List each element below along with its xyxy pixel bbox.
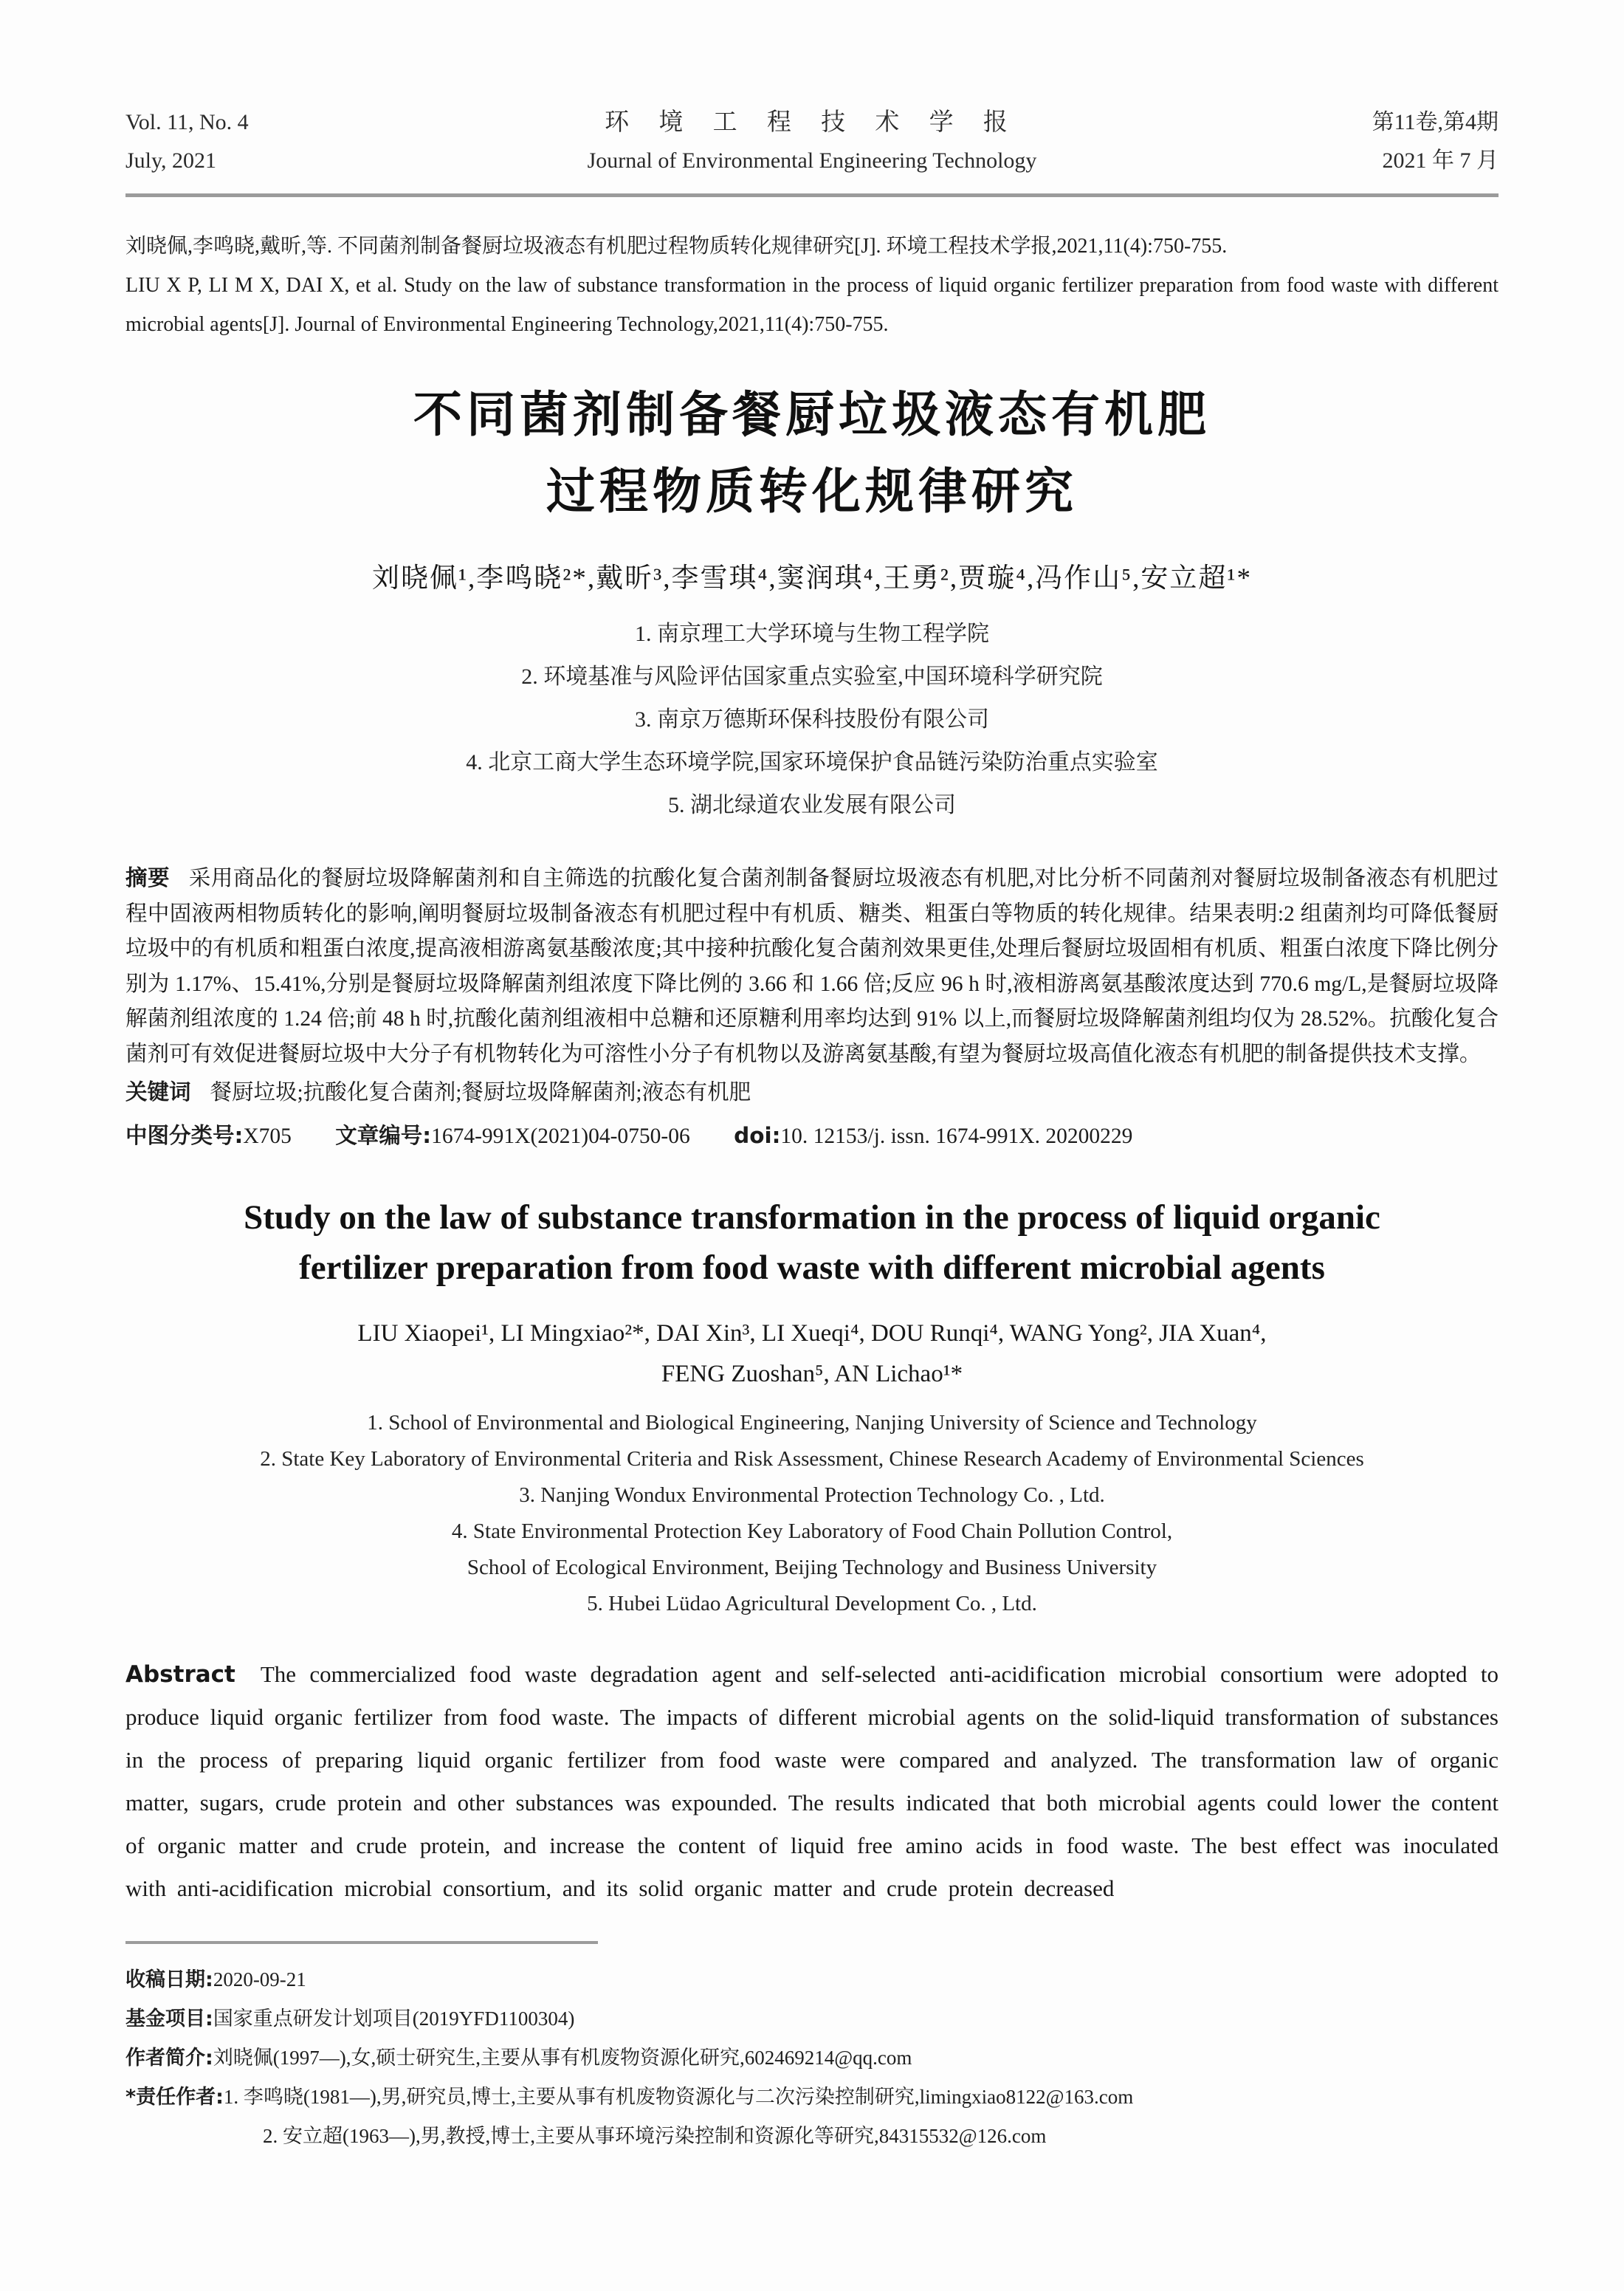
affiliation-en-2: 2. State Key Laboratory of Environmental Criteria and Risk Assessment, Chinese Research Academy of Environmental Sciences	[260, 1447, 1364, 1471]
citation-block	[125, 227, 1499, 344]
article-id-segment	[335, 1124, 690, 1148]
clc-value: X705	[243, 1124, 292, 1148]
keywords-zh	[125, 1075, 1499, 1111]
citation-zh: 刘晓佩,李鸣晓,戴昕,等. 不同菌剂制备餐厨垃圾液态有机肥过程物质转化规律研究[J]. 环境工程技术学报,2021,11(4):750-755.	[125, 235, 1228, 258]
footnote-corresponding-author-2-text: 2. 安立超(1963—),男,教授,博士,主要从事环境污染控制和资源化等研究,84315532@126.com	[263, 2125, 1047, 2147]
volume-issue-zh: 第11卷,第4期	[1372, 110, 1499, 134]
article-id-label: 文章编号:	[335, 1122, 432, 1148]
footnote-corresponding-author-1-text: 1. 李鸣晓(1981—),男,研究员,博士,主要从事有机废物资源化与二次污染控制研究,limingxiao8122@163.com	[223, 2086, 1134, 2108]
abstract-en-label: Abstract	[125, 1661, 235, 1688]
footnote-corresponding-author-1	[125, 2078, 1499, 2117]
footnote-received-date-text: 2020-09-21	[213, 1968, 306, 1991]
volume-number: Vol. 11, No. 4	[125, 110, 249, 134]
article-title-en	[125, 1192, 1499, 1293]
doi-label: doi:	[734, 1122, 781, 1148]
abstract-en-text: The commercialized food waste degradation agent and self-selected anti-acidification microbial consortium were adopted to produce liquid organic fertilizer from food waste. The impacts of different microbial agents on the solid-liquid transformation of substances in the process of preparing liquid organic fertilizer from food waste were compared and analyzed. The transformation law of organic matter, sugars, crude protein and other substances was expounded. The results indicated that both microbial agents could lower the content of organic matter and crude protein, and increase the content of liquid free amino acids in food waste. The best effect was inoculated with anti-acidification microbial consortium, and its solid organic matter and crude protein decreased	[125, 1661, 1499, 1901]
clc-segment	[125, 1124, 292, 1148]
footnote-funding	[125, 1999, 1499, 2038]
authors-en	[125, 1313, 1499, 1395]
affiliation-en-1: 1. School of Environmental and Biological Engineering, Nanjing University of Science and Technology	[367, 1411, 1257, 1435]
authors-en-line1: LIU Xiaopei¹, LI Mingxiao²*, DAI Xin³, LI Xueqi⁴, DOU Runqi⁴, WANG Yong², JIA Xuan⁴,	[357, 1320, 1267, 1347]
footnote-author-bio-label: 作者简介:	[125, 2047, 213, 2070]
journal-name-en: Journal of Environmental Engineering Technology	[587, 148, 1037, 173]
header-issue-block	[1255, 103, 1499, 180]
abstract-zh	[125, 861, 1499, 1072]
journal-name-zh: 环 境 工 程 技 术 学 报	[605, 109, 1019, 136]
article-title-zh	[125, 377, 1499, 530]
article-title-en-line1: Study on the law of substance transformation in the process of liquid organic	[244, 1198, 1380, 1237]
abstract-zh-text: 采用商品化的餐厨垃圾降解菌剂和自主筛选的抗酸化复合菌剂制备餐厨垃圾液态有机肥,对比分析不同菌剂对餐厨垃圾制备液态有机肥过程中固液两相物质转化的影响,阐明餐厨垃圾制备液态有机肥过程中有机质、糖类、粗蛋白等物质的转化规律。结果表明:2 组菌剂均可降低餐厨垃圾中的有机质和粗蛋白浓度,提高液相游离氨基酸浓度;其中接种抗酸化复合菌剂效果更佳,处理后餐厨垃圾固相有机质、粗蛋白浓度下降比例分别为 1.17%、15.41%,分别是餐厨垃圾降解菌剂组浓度下降比例的 3.66 和 1.66 倍;反应 96 h 时,液相游离氨基酸浓度达到 770.6 mg/L,是餐厨垃圾降解菌剂组浓度的 1.24 倍;前 48 h 时,抗酸化菌剂组液相中总糖和还原糖利用率均达到 91% 以上,而餐厨垃圾降解菌剂组均仅为 28.52%。抗酸化复合菌剂可有效促进餐厨垃圾中大分子有机物转化为可溶性小分子有机物以及游离氨基酸,有望为餐厨垃圾高值化液态有机肥的制备提供技术支撑。	[125, 867, 1499, 1066]
affiliation-en-3: 3. Nanjing Wondux Environmental Protection Technology Co. , Ltd.	[519, 1483, 1105, 1507]
affiliation-zh-2: 2. 环境基准与风险评估国家重点实验室,中国环境科学研究院	[521, 664, 1103, 689]
affiliation-zh-5: 5. 湖北绿道农业发展有限公司	[668, 793, 956, 817]
doi-segment	[734, 1124, 1132, 1148]
footnote-funding-label: 基金项目:	[125, 2007, 213, 2030]
footnote-corresponding-author-2	[125, 2117, 1499, 2155]
authors-en-line2: FENG Zuoshan⁵, AN Lichao¹*	[661, 1361, 963, 1387]
footnote-author-bio	[125, 2038, 1499, 2078]
keywords-zh-label: 关键词	[125, 1079, 191, 1105]
authors-zh: 刘晓佩¹,李鸣晓²*,戴昕³,李雪琪⁴,窦润琪⁴,王勇²,贾璇⁴,冯作山⁵,安立超¹*	[371, 563, 1253, 594]
article-meta-line	[125, 1119, 1499, 1155]
footnote-received-date	[125, 1960, 1499, 1999]
affiliation-zh-3: 3. 南京万德斯环保科技股份有限公司	[635, 707, 989, 732]
footnote-funding-text: 国家重点研发计划项目(2019YFD1100304)	[213, 2007, 575, 2030]
article-title-en-line2: fertilizer preparation from food waste with different microbial agents	[299, 1248, 1325, 1287]
citation-en: LIU X P, LI M X, DAI X, et al. Study on the law of substance transformation in the process of liquid organic fertilizer preparation from food waste with different microbial agents[J]. Journal of Environmental Engineering Technology,2021,11(4):750-755.	[125, 274, 1499, 336]
article-title-zh-line2: 过程物质转化规律研究	[546, 463, 1078, 520]
article-id-value: 1674-991X(2021)04-0750-06	[431, 1124, 690, 1148]
header-divider	[125, 193, 1499, 197]
journal-header	[125, 103, 1499, 180]
keywords-zh-text: 餐厨垃圾;抗酸化复合菌剂;餐厨垃圾降解菌剂;液态有机肥	[210, 1081, 751, 1105]
issue-date-zh: 2021 年 7 月	[1382, 148, 1499, 173]
affiliations-en	[125, 1405, 1499, 1622]
footnotes	[125, 1960, 1499, 2155]
header-volume-block	[125, 103, 369, 180]
issue-date-en: July, 2021	[125, 148, 217, 173]
affiliation-zh-4: 4. 北京工商大学生态环境学院,国家环境保护食品链污染防治重点实验室	[466, 750, 1158, 774]
footnote-corresponding-author-label: *责任作者:	[125, 2086, 224, 2109]
affiliation-zh-1: 1. 南京理工大学环境与生物工程学院	[635, 622, 989, 646]
footnote-divider	[125, 1941, 598, 1944]
abstract-en	[125, 1653, 1499, 1910]
footnote-author-bio-text: 刘晓佩(1997—),女,硕士研究生,主要从事有机废物资源化研究,602469214@qq.com	[213, 2047, 912, 2069]
affiliation-en-4a: 4. State Environmental Protection Key Laboratory of Food Chain Pollution Control,	[451, 1519, 1173, 1543]
affiliations-zh	[125, 613, 1499, 827]
abstract-zh-label: 摘要	[125, 865, 170, 890]
article-title-zh-line1: 不同菌剂制备餐厨垃圾液态有机肥	[413, 386, 1211, 443]
doi-value: 10. 12153/j. issn. 1674-991X. 20200229	[780, 1124, 1133, 1148]
header-journal-name-block	[369, 103, 1255, 180]
footnote-received-date-label: 收稿日期:	[125, 1968, 213, 1991]
affiliation-en-5: 5. Hubei Lüdao Agricultural Development Co. , Ltd.	[587, 1592, 1037, 1615]
affiliation-en-4b: School of Ecological Environment, Beijing Technology and Business University	[467, 1556, 1157, 1579]
clc-label: 中图分类号:	[125, 1122, 244, 1148]
